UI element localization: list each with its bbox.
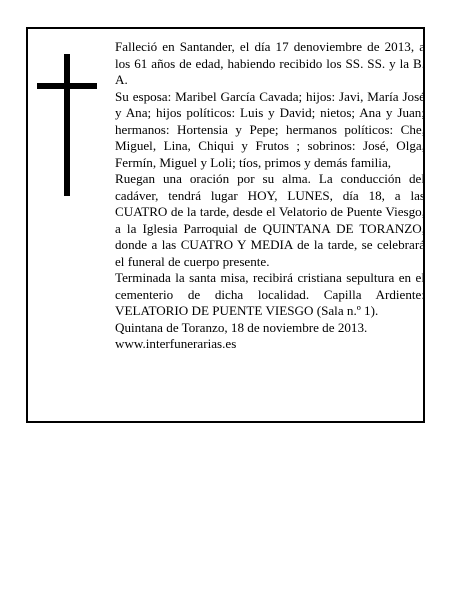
funeral-details-paragraph: Ruegan una oración por su alma. La conducción del cadáver, tendrá lugar HOY, LUNES, día 18, a las CUATRO de la tarde, desde el Velatorio de Puente Viesgo, a la Iglesia Parroquial de QUINTANA DE TORANZO, donde a las CUATRO Y MEDIA de la tarde, se celebrará el funeral de cuerpo presente. <box>115 171 425 269</box>
place-date-line: Quintana de Toranzo, 18 de noviembre de 2013. <box>115 319 368 335</box>
obituary-text <box>115 39 425 353</box>
website-line: www.interfunerarias.es <box>115 336 237 351</box>
cross-icon <box>64 54 70 196</box>
cross-icon-bar <box>37 83 97 89</box>
family-paragraph: Su esposa: Maribel García Cavada; hijos: Javi, María José y Ana; hijos políticos: Luis y David; nietos; Ana y Juan; hermanos: Hortensia y Pepe; hermanos políticos: Che, Miguel, Lina, Chiqui y Frutos ; sobrinos: José, Olga, Fermín, Miguel y Loli; tíos, primos y demás familia, <box>115 88 425 170</box>
death-notice-paragraph: Falleció en Santander, el día 17 denoviembre de 2013, a los 61 años de edad, habiendo recibido los SS. SS. y la B. A. <box>115 39 425 87</box>
burial-paragraph: Terminada la santa misa, recibirá cristiana sepultura en el cementerio de dicha localidad. Capilla Ardiente: VELATORIO DE PUENTE VIESGO (Sala n.º 1). <box>115 270 425 318</box>
